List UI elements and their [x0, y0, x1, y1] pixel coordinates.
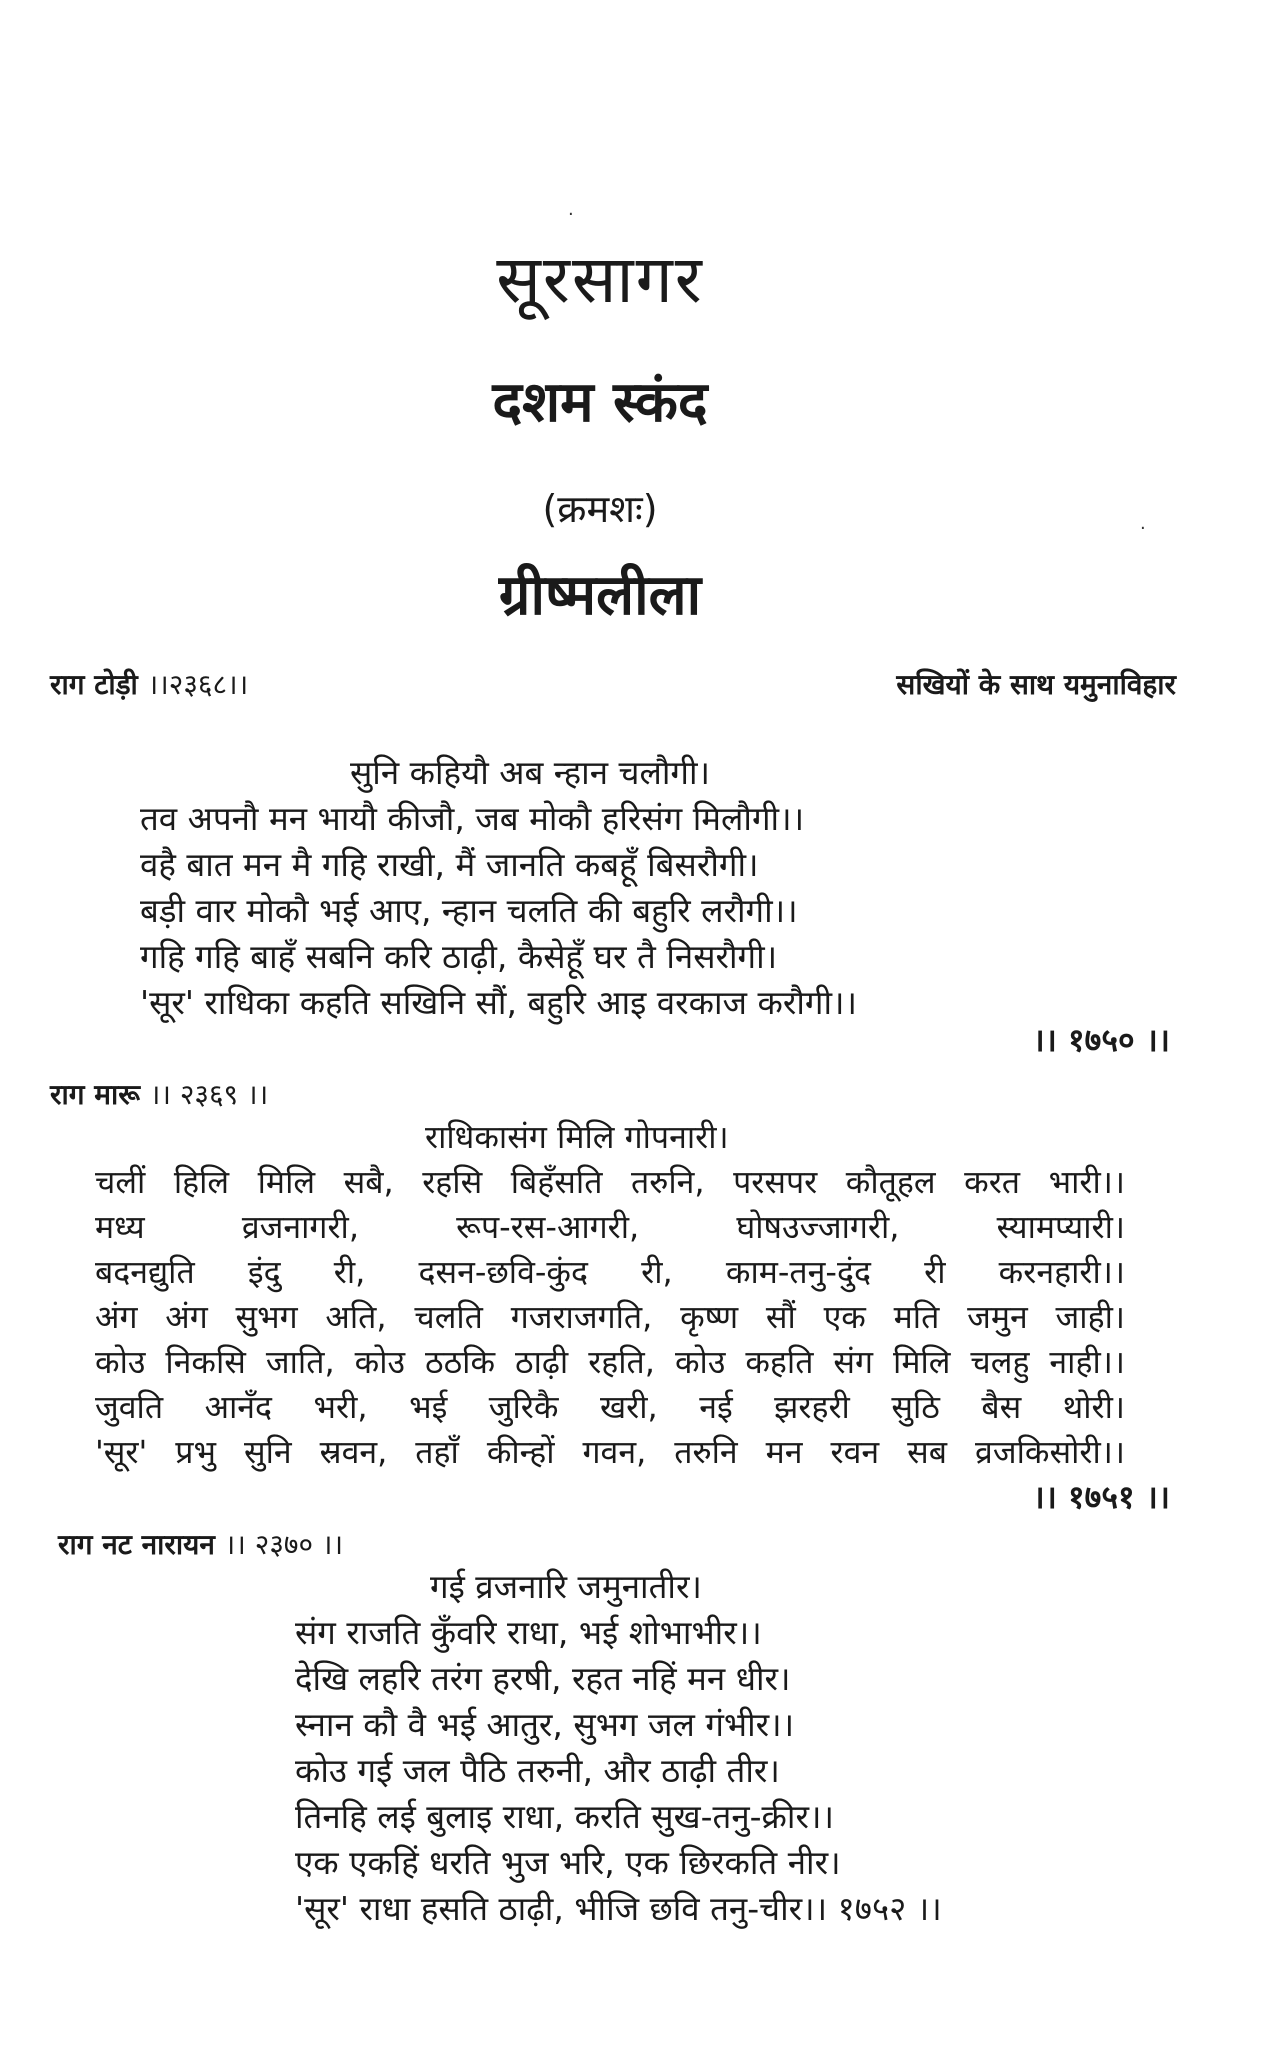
verse-line: 'सूर' राधा हसति ठाढ़ी, भीजि छवि तनु-चीर।। १७५२ ।। — [295, 1889, 942, 1928]
raga-name: राग मारू — [50, 1078, 140, 1111]
raga-heading — [58, 1525, 343, 1563]
verse-line: तिनहि लई बुलाइ राधा, करति सुख-तनु-क्रीर।। — [295, 1797, 834, 1836]
print-speck: · — [1140, 518, 1146, 539]
pada-verse — [295, 1564, 942, 1932]
verse-line: कोउ गई जल पैठि तरुनी, और ठाढ़ी तीर। — [295, 1751, 780, 1790]
verse-line: कोउ निकसि जाति, कोउ ठठकि ठाढ़ी रहति, कोउ कहति संग मिलि चलहु नाही।। — [95, 1343, 1125, 1381]
verse-head: गई व्रजनारि जमुनातीर। — [430, 1567, 702, 1606]
verse-line: संग राजति कुँवरि राधा, भई शोभाभीर।। — [295, 1613, 762, 1652]
verse-line: अंग अंग सुभग अति, चलति गजराजगति, कृष्ण सौं एक मति जमुन जाही। — [95, 1298, 1125, 1336]
verse-line: स्नान कौ वै भई आतुर, सुभग जल गंभीर।। — [295, 1705, 795, 1744]
raga-number: ।।२३६८।। — [147, 668, 249, 701]
verse-line: मध्य व्रजनागरी, रूप-रस-आगरी, घोषउज्जागरी, स्यामप्यारी। — [95, 1208, 1125, 1246]
continued-label: (क्रमशः) — [542, 487, 658, 531]
pada-verse — [95, 1115, 1125, 1475]
verse-line: एक एकहिं धरति भुज भरि, एक छिरकति नीर। — [295, 1843, 841, 1882]
verse-line: 'सूर' प्रभु सुनि स्रवन, तहाँ कीन्हों गवन, तरुनि मन रवन सब व्रजकिसोरी।। — [95, 1433, 1125, 1471]
verse-head: राधिकासंग मिलि गोपनारी। — [425, 1118, 729, 1156]
pada-number: ।। १७५१ ।। — [1032, 1478, 1170, 1516]
raga-name: राग नट नारायन — [58, 1528, 215, 1561]
verse-head: सुनि कहियौ अब न्हान चलौगी। — [350, 753, 711, 792]
pada-verse — [140, 750, 857, 1026]
raga-name: राग टोड़ी — [50, 668, 138, 701]
verse-line: बदनद्युति इंदु री, दसन-छवि-कुंद री, काम-तनु-दुंद री करनहारी।। — [95, 1253, 1125, 1291]
raga-number: ।। २३६९ ।। — [149, 1078, 269, 1111]
verse-line: 'सूर' राधिका कहति सखिनि सौं, बहुरि आइ वरकाज करौगी।। — [140, 983, 858, 1022]
verse-line: तव अपनौ मन भायौ कीजौ, जब मोकौ हरिसंग मिलौगी।। — [140, 799, 805, 838]
pada-number: ।। १७५० ।। — [1032, 1021, 1170, 1059]
verse-line: चलीं हिलि मिलि सबै, रहसि बिहँसति तरुनि, परसपर कौतूहल करत भारी।। — [95, 1163, 1125, 1201]
section-title: ग्रीष्मलीला — [498, 563, 702, 628]
raga-heading — [50, 665, 248, 703]
print-speck: · — [568, 204, 574, 225]
book-title: सूरसागर — [496, 241, 704, 318]
verse-line: गहि गहि बाहँ सबनि करि ठाढ़ी, कैसेहूँ घर तै निसरौगी। — [140, 937, 778, 976]
verse-line: देखि लहरि तरंग हरषी, रहत नहिं मन धीर। — [295, 1659, 791, 1698]
subject-heading: सखियों के साथ यमुनाविहार — [896, 668, 1176, 701]
verse-line: बड़ी वार मोकौ भई आए, न्हान चलति की बहुरि लरौगी।। — [140, 891, 798, 930]
verse-line: जुवति आनँद भरी, भई जुरिकै खरी, नई झरहरी सुठि बैस थोरी। — [95, 1388, 1125, 1426]
book-subtitle: दशम स्कंद — [492, 370, 708, 435]
raga-number: ।। २३७० ।। — [224, 1528, 344, 1561]
raga-heading — [50, 1075, 268, 1113]
verse-line: वहै बात मन मै गहि राखी, मैं जानति कबहूँ बिसरौगी। — [140, 845, 759, 884]
